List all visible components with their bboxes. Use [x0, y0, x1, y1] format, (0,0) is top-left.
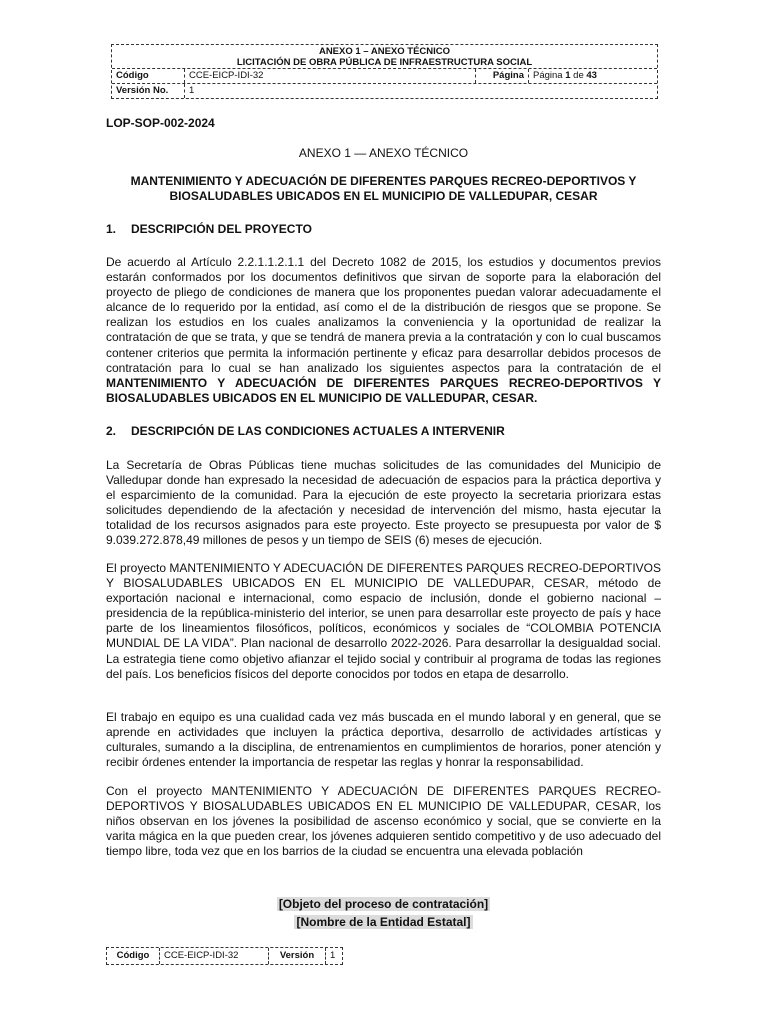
header-code-row: [112, 69, 657, 84]
section-2-paragraph-3: El trabajo en equipo es una cualidad cada vez más buscada en el mundo laboral y en general, que se aprende en actividades que incluyen la práctica deportiva, desarrollo de actividades artísticas y culturales, sumando a la disciplina, de entrenamientos en cumplimientos de horarios, poner atención y recibir órdenes entender la importancia de respetar las reglas y honrar la responsabilidad.: [106, 710, 661, 770]
footer-version-value: 1: [330, 950, 336, 961]
footer-placeholders: [106, 895, 661, 931]
header-page-of: de: [573, 70, 584, 81]
header-page-word: Página: [533, 70, 563, 81]
footer-code-label: Código: [107, 948, 160, 964]
section-1-title: DESCRIPCIÓN DEL PROYECTO: [131, 222, 312, 236]
section-1-paragraph-bold: MANTENIMIENTO Y ADECUACIÓN DE DIFERENTES PARQUES RECREO-DEPORTIVOS Y BIOSALUDABLES UBICADOS EN EL MUNICIPIO DE VALLEDUPAR, CESAR.: [106, 375, 661, 405]
section-2-paragraph-1: La Secretaría de Obras Públicas tiene muchas solicitudes de las comunidades del Municipio de Valledupar donde han expresado la necesidad de adecuación de espacios para la práctica deportiva y el esparcimiento de la comunidad. Para la ejecución de este proyecto la secretaria priorizara estas solicitudes dependiendo de la afectación y necesidad de intervención del mismo, hasta ejecutar la totalidad de los recursos asignados para este proyecto. Este proyecto se presupuesta por valor de $ 9.039.272.878,49 millones de pesos y un tiempo de SEIS (6) meses de ejecución.: [106, 458, 661, 548]
section-1-number: 1.: [106, 222, 117, 236]
section-2-number: 2.: [106, 424, 117, 438]
header-title-line-2: LICITACIÓN DE OBRA PÚBLICA DE INFRAESTRUCTURA SOCIAL: [236, 57, 533, 68]
footer-version-label: Versión: [269, 948, 326, 964]
section-2-paragraph-2: El proyecto MANTENIMIENTO Y ADECUACIÓN DE DIFERENTES PARQUES RECREO-DEPORTIVOS Y BIOSALUDABLES UBICADOS EN EL MUNICIPIO DE VALLEDUPAR, CESAR, método de exportación nacional e internacional, como espacio de inclusión, donde el gobierno nacional –presidencia de la república-ministerio del interior, se unen para desarrollar este proyecto de país y hace parte de los lineamientos filosóficos, políticos, económicos y sociales de “COLOMBIA POTENCIA MUNDIAL DE LA VIDA”. Plan nacional de desarrollo 2022-2026. Para desarrollar la desigualdad social. La estrategia tiene como objetivo afianzar el tejido social y contribuir al programa de todas las regiones del país. Los beneficios físicos del deporte conocidos por todos en etapa de desarrollo.: [106, 561, 661, 681]
header-version-label: Versión No.: [112, 84, 185, 98]
main-title-line-2: BIOSALUDABLES UBICADOS EN EL MUNICIPIO DE VALLEDUPAR, CESAR: [169, 189, 598, 203]
section-2-paragraph-4: Con el proyecto MANTENIMIENTO Y ADECUACIÓN DE DIFERENTES PARQUES RECREO-DEPORTIVOS Y BIOSALUDABLES UBICADOS EN EL MUNICIPIO DE VALLEDUPAR, CESAR, los niños observan en los jóvenes la posibilidad de ascenso económico y social, que se convierte en la varita mágica en la que pueden crear, los jóvenes adquieren sentido competitivo y de uso adecuado del tiempo libre, toda vez que en los barrios de la ciudad se encuentra una elevada población: [106, 784, 661, 859]
main-title: [106, 174, 661, 204]
header-title-line-1: ANEXO 1 – ANEXO TÉCNICO: [318, 46, 451, 57]
header-version-value: 1: [189, 85, 195, 96]
footer-object-placeholder: [Objeto del proceso de contratación]: [278, 897, 489, 911]
header-code-value: CCE-EICP-IDI-32: [185, 69, 476, 83]
section-1-paragraph: [106, 255, 661, 406]
header-page-total: 43: [586, 70, 597, 81]
section-1-paragraph-text: De acuerdo al Artículo 2.2.1.1.2.1.1 del Decreto 1082 de 2015, los estudios y documentos previos estarán conformados por los documentos definitivos que sirvan de soporte para la elaboración del proyecto de pliego de condiciones de manera que los proponentes puedan valorar adecuadamente el alcance de lo requerido por la entidad, así como el de la distribución de riesgos que se propone. Se realizan los estudios en los cuales analizamos la conveniencia y la oportunidad de realizar la contratación de que se trata, y que se tendrá de manera previa a la contratación y con lo cual buscamos contener criterios que permita la información pertinente y eficaz para desarrollar debidos procesos de contratación para lo cual se han analizado los siguientes aspectos para la contratación de el: [106, 255, 661, 375]
footer-table: [106, 947, 343, 965]
main-title-line-1: MANTENIMIENTO Y ADECUACIÓN DE DIFERENTES PARQUES RECREO-DEPORTIVOS Y: [130, 174, 637, 188]
header-title: [112, 45, 657, 69]
footer-entity-placeholder: [Nombre de la Entidad Estatal]: [296, 915, 471, 929]
header-page-label: Página: [476, 69, 529, 83]
header-page-value: [529, 69, 657, 83]
document-header-table: [111, 44, 658, 99]
section-2-heading: [106, 424, 505, 438]
section-2-title: DESCRIPCIÓN DE LAS CONDICIONES ACTUALES A INTERVENIR: [131, 424, 505, 438]
header-page-current: 1: [565, 70, 571, 81]
section-1-heading: [106, 222, 312, 236]
header-code-label: Código: [112, 69, 185, 83]
annex-title: ANEXO 1 — ANEXO TÉCNICO: [298, 146, 469, 160]
header-version-row: [112, 84, 657, 98]
footer-code-value: CCE-EICP-IDI-32: [160, 948, 269, 964]
process-reference: LOP-SOP-002-2024: [106, 116, 215, 130]
